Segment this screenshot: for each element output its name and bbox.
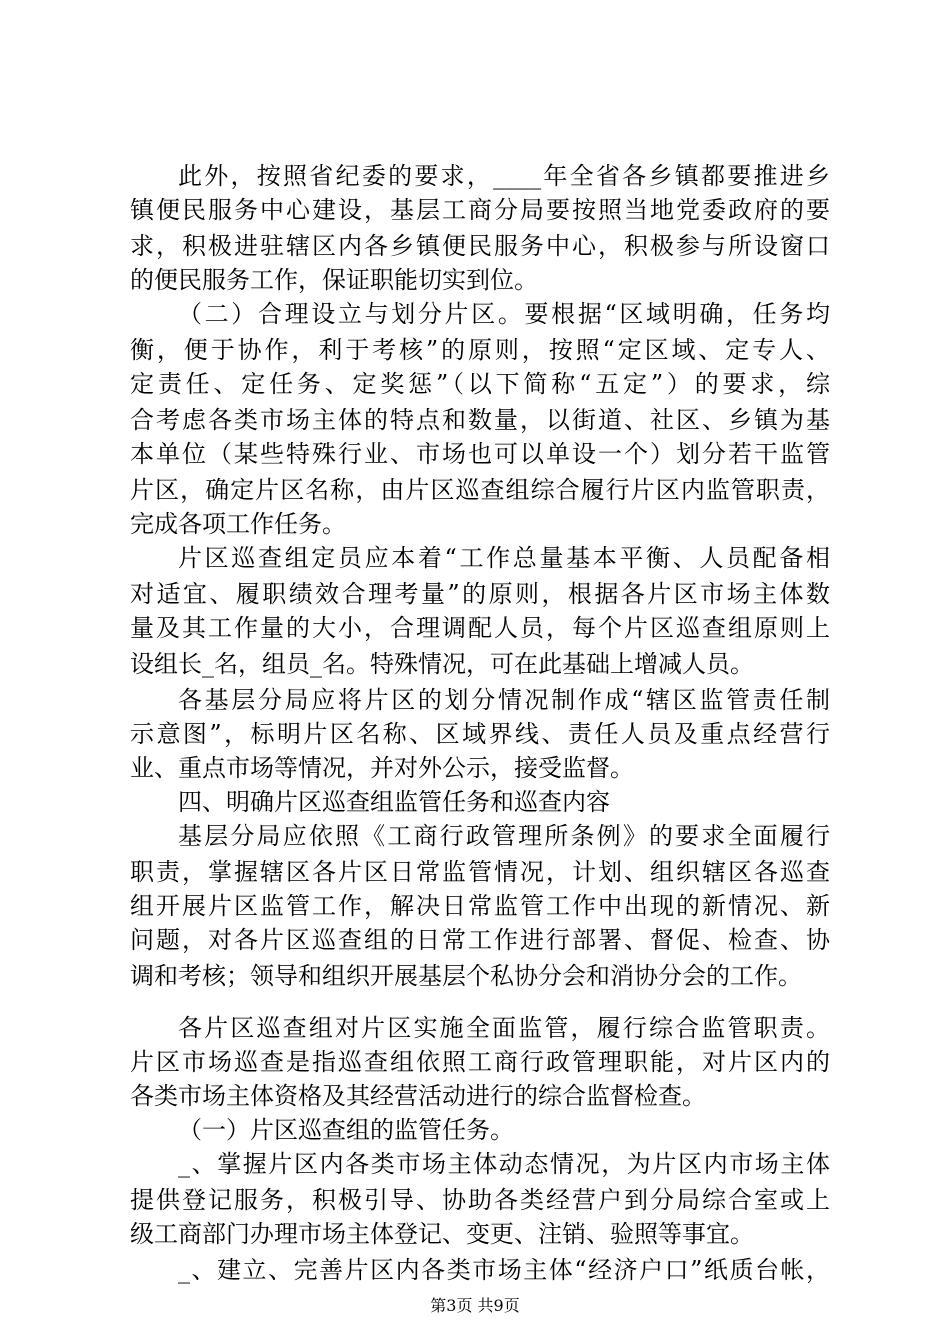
paragraph-line: 片区，确定片区名称，由片区巡查组综合履行片区内监管职责， xyxy=(130,476,830,504)
paragraph-line: 片区巡查组定员应本着“工作总量基本平衡、人员配备相 xyxy=(178,544,830,572)
paragraph-line: 衡，便于协作，利于考核”的原则，按照“定区域、定专人、 xyxy=(130,336,830,364)
paragraph-line: 求，积极进驻辖区内各乡镇便民服务中心，积极参与所设窗口 xyxy=(130,232,830,260)
subsection-heading: （一）片区巡查组的监管任务。 xyxy=(178,1116,514,1144)
paragraph-line: 片区市场巡查是指巡查组依照工商行政管理职能，对片区内的 xyxy=(130,1048,830,1076)
paragraph-line: 设组长_名，组员_名。特殊情况，可在此基础上增减人员。 xyxy=(130,650,754,678)
paragraph-line: 业、重点市场等情况，并对外公示，接受监督。 xyxy=(130,754,634,782)
section-heading: 四、明确片区巡查组监管任务和巡查内容 xyxy=(178,788,610,816)
paragraph-line: 本单位（某些特殊行业、市场也可以单设一个）划分若干监管 xyxy=(130,440,830,468)
paragraph-line: 级工商部门办理市场主体登记、变更、注销、验照等事宜。 xyxy=(130,1220,754,1248)
paragraph-line: 完成各项工作任务。 xyxy=(130,510,346,538)
paragraph-line: 的便民服务工作，保证职能切实到位。 xyxy=(130,266,538,294)
paragraph-line: 对适宜、履职绩效合理考量”的原则，根据各片区市场主体数 xyxy=(130,580,830,608)
paragraph-line: _、掌握片区内各类市场主体动态情况，为片区内市场主体 xyxy=(178,1150,830,1178)
paragraph-line: 量及其工作量的大小，合理调配人员，每个片区巡查组原则上 xyxy=(130,614,830,642)
paragraph-line: （二）合理设立与划分片区。要根据“区域明确，任务均 xyxy=(178,300,830,328)
paragraph-line: 各片区巡查组对片区实施全面监管，履行综合监管职责。 xyxy=(178,1014,830,1042)
paragraph-line: 职责，掌握辖区各片区日常监管情况，计划、组织辖区各巡查 xyxy=(130,858,830,886)
paragraph-line: 定责任、定任务、定奖惩”（以下简称“五定”）的要求，综 xyxy=(130,370,830,398)
paragraph-line: 调和考核；领导和组织开展基层个私协分会和消协分会的工作。 xyxy=(130,962,802,990)
page-footer: 第3页 共9页 xyxy=(430,1296,520,1315)
paragraph-line: 问题，对各片区巡查组的日常工作进行部署、督促、检查、协 xyxy=(130,926,830,954)
paragraph-line: 各类市场主体资格及其经营活动进行的综合监督检查。 xyxy=(130,1082,706,1110)
paragraph-line: 示意图”，标明片区名称、区域界线、责任人员及重点经营行 xyxy=(130,720,830,748)
paragraph-line: _、建立、完善片区内各类市场主体“经济户口”纸质台帐， xyxy=(178,1256,830,1284)
paragraph-line: 此外，按照省纪委的要求，____年全省各乡镇都要推进乡 xyxy=(178,162,830,190)
paragraph-line: 组开展片区监管工作，解决日常监管工作中出现的新情况、新 xyxy=(130,892,830,920)
paragraph-line: 各基层分局应将片区的划分情况制作成“辖区监管责任制 xyxy=(178,686,830,714)
paragraph-line: 合考虑各类市场主体的特点和数量，以街道、社区、乡镇为基 xyxy=(130,406,830,434)
paragraph-line: 镇便民服务中心建设，基层工商分局要按照当地党委政府的要 xyxy=(130,196,830,224)
paragraph-line: 提供登记服务，积极引导、协助各类经营户到分局综合室或上 xyxy=(130,1186,830,1214)
paragraph-line: 基层分局应依照《工商行政管理所条例》的要求全面履行 xyxy=(178,822,830,850)
